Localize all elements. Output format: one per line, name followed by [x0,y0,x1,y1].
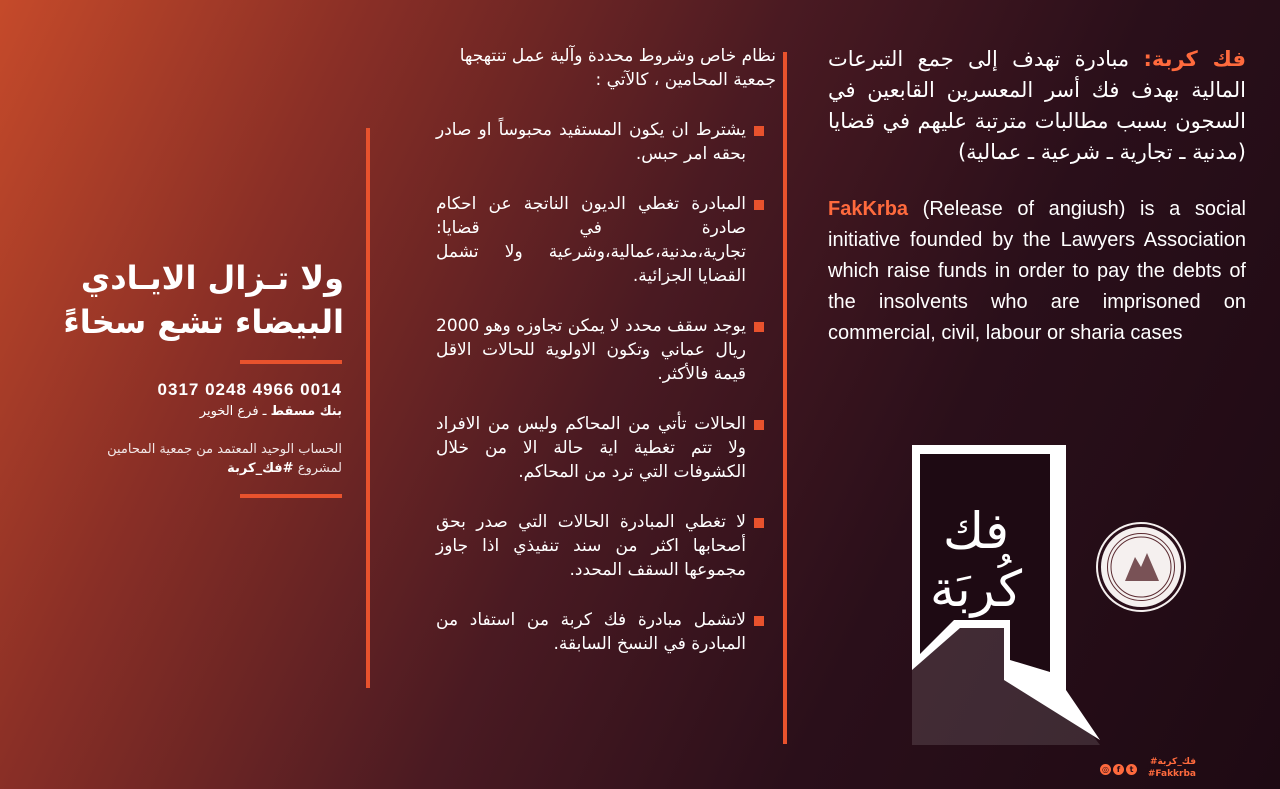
condition-item [436,412,776,484]
headline [40,256,344,344]
condition-text: لاتشمل مبادرة فك كربة من استفاد من المبادرة في النسخ السابقة. [436,610,746,654]
condition-item [436,192,776,288]
social-hashtags [1144,756,1196,780]
bullet-square-icon [754,200,764,210]
headline-line-2: البيضاء تشع سخاءً [63,303,344,341]
arabic-description-body: مبادرة تهدف إلى جمع التبرعات المالية بهدف فك أسر المعسرين القابعين في السجون بسبب مطالبات مترتبة عليهم في قضايا (مدنية ـ تجارية ـ شرعية ـ عمالية) [828,47,1246,164]
conditions-intro: نظام خاص وشروط محددة وآلية عمل تنتهجها جمعية المحامين ، كالآتي : [459,46,776,90]
bank-branch: ـ فرع الخوير [199,404,271,419]
headline-top-rule [240,360,342,364]
account-number: 0317 0248 4966 0014 [157,380,342,399]
bullet-square-icon [754,420,764,430]
official-note-prefix: لمشروع [293,461,342,476]
condition-item [436,118,776,166]
right-divider-line [783,52,787,744]
condition-text: يشترط ان يكون المستفيد محبوساً او صادر بحقه امر حبس. [436,120,746,164]
condition-text: الحالات تأتي من المحاكم وليس من الافراد ولا تتم تغطية اية حالة الا من خلال الكشوفات التي ترد من المحاكم. [436,414,746,482]
bullet-square-icon [754,126,764,136]
seal-emblem-icon [1101,527,1181,607]
headline-line-1: ولا تـزال الايـادي [80,259,344,297]
left-divider-line [366,128,370,688]
english-description [828,194,1246,349]
official-note-line-2 [30,459,342,478]
arabic-description [828,44,1246,168]
logo-line-1: فك [942,502,1010,560]
description-column [828,44,1246,349]
social-icons [1100,764,1137,775]
hashtag-arabic: #فك_كربة [1150,757,1196,767]
conditions-list [436,118,776,656]
twitter-icon[interactable]: t [1126,764,1137,775]
bank-name: بنك مسقط [270,404,342,419]
bullet-square-icon [754,616,764,626]
condition-text: لا تغطي المبادرة الحالات التي صدر بحق أصحابها اكثر من سند تنفيذي اذا جاوز مجموعها السقف المحدد. [436,512,746,580]
social-footer [1100,756,1220,784]
condition-text: المبادرة تغطي الديون الناتجة عن احكام صادرة في قضايا: تجارية،مدنية،عمالية،وشرعية ولا تشمل القضايا الجزائية. [436,194,746,286]
arabic-description-title: فك كربة: [1143,47,1246,71]
facebook-icon[interactable]: f [1113,764,1124,775]
condition-item [436,314,776,386]
english-description-body: (Release of angiush) is a social initiative founded by the Lawyers Association which raise funds in order to pay the debts of the insolvents who are imprisoned on commercial, civil, labour or sharia cases [828,198,1246,344]
conditions-column [436,44,776,682]
official-note-line-1: الحساب الوحيد المعتمد من جمعية المحامين [107,442,342,457]
condition-text: يوجد سقف محدد لا يمكن تجاوزه وهو 2000 ريال عماني وتكون الاولوية للحالات الاقل قيمة فالأكثر. [436,316,746,384]
instagram-icon[interactable]: ◎ [1100,764,1111,775]
bank-bottom-rule [240,494,342,498]
condition-item [436,608,776,656]
hashtag-english: #Fakkrba [1147,769,1196,779]
fakkrba-logo-text [906,502,1046,618]
bullet-square-icon [754,322,764,332]
english-description-title: FakKrba [828,198,909,220]
lawyers-association-seal-icon [1098,524,1184,610]
bank-info [40,402,342,422]
condition-item [436,510,776,582]
official-note-hashtag: #فك_كربة [227,461,294,476]
bullet-square-icon [754,518,764,528]
logo-line-2: كُربَة [929,560,1023,618]
official-account-note [30,440,342,478]
